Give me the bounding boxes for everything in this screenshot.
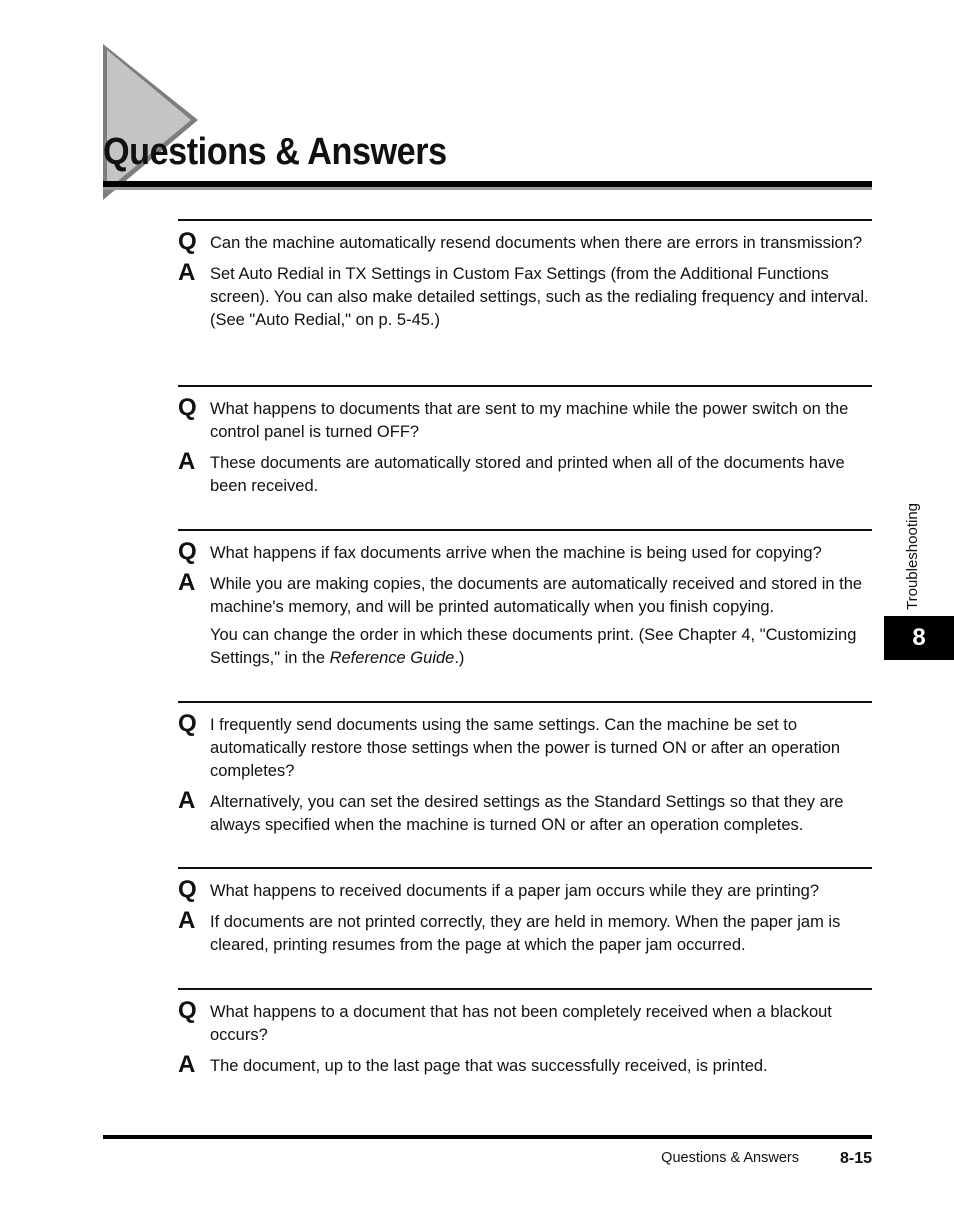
answer-extra-paragraph xyxy=(178,624,872,670)
question-mark: Q xyxy=(178,538,197,565)
answer-extra-suffix: .) xyxy=(454,649,465,667)
qa-item xyxy=(178,701,872,837)
answer-mark: A xyxy=(178,569,196,596)
answer-text: The document, up to the last page that was successfully received, is printed. xyxy=(210,1057,768,1075)
question-mark: Q xyxy=(178,394,197,421)
answer-row xyxy=(178,787,872,837)
answer-mark: A xyxy=(178,907,196,934)
answer-text: Alternatively, you can set the desired settings as the Standard Settings so that they are always specified when the machine is turned ON or after an operation completes. xyxy=(210,793,844,834)
qa-item xyxy=(178,988,872,1078)
question-text: What happens if fax documents arrive when the machine is being used for copying? xyxy=(210,544,822,562)
question-text: I frequently send documents using the same settings. Can the machine be set to automatically restore those settings when the power is turned ON or after an operation completes? xyxy=(210,716,841,780)
qa-item xyxy=(178,219,872,332)
question-mark: Q xyxy=(178,228,197,255)
answer-mark: A xyxy=(178,448,196,475)
question-row xyxy=(178,228,872,255)
question-row xyxy=(178,538,872,565)
question-row xyxy=(178,394,872,444)
question-row xyxy=(178,997,872,1047)
answer-text: If documents are not printed correctly, they are held in memory. When the paper jam is cleared, printing resumes from the page at which the paper jam occurred. xyxy=(210,913,841,954)
page-title: Questions & Answers xyxy=(103,131,447,173)
question-text: Can the machine automatically resend documents when there are errors in transmission? xyxy=(210,234,863,252)
corner-triangle-graphic xyxy=(103,44,213,200)
question-text: What happens to documents that are sent to my machine while the power switch on the control panel is turned OFF? xyxy=(210,400,849,441)
question-row xyxy=(178,876,872,903)
answer-row xyxy=(178,1051,872,1078)
question-row xyxy=(178,710,872,783)
answer-text: Set Auto Redial in TX Settings in Custom Fax Settings (from the Additional Functions screen). You can also make detailed settings, such as the redialing frequency and interval. (See "Auto Redial," on p. 5-45.) xyxy=(210,265,869,329)
footer-rule xyxy=(103,1135,872,1139)
footer-page-number: 8-15 xyxy=(839,1150,872,1167)
chapter-tab: 8 xyxy=(884,616,954,660)
answer-mark: A xyxy=(178,259,196,286)
answer-row xyxy=(178,259,872,332)
question-mark: Q xyxy=(178,997,197,1024)
qa-item xyxy=(178,867,872,957)
answer-mark: A xyxy=(178,787,196,814)
question-mark: Q xyxy=(178,876,197,903)
question-text: What happens to received documents if a paper jam occurs while they are printing? xyxy=(210,882,819,900)
answer-row xyxy=(178,907,872,957)
reference-guide-title: Reference Guide xyxy=(329,649,455,667)
answer-text: While you are making copies, the documents are automatically received and stored in the machine's memory, and will be printed automatically when you finish copying. xyxy=(210,575,863,616)
question-mark: Q xyxy=(178,710,197,737)
qa-item xyxy=(178,529,872,670)
answer-text: These documents are automatically stored and printed when all of the documents have been received. xyxy=(210,454,845,495)
footer-section-title: Questions & Answers xyxy=(661,1150,799,1166)
title-rule-shadow xyxy=(103,187,872,190)
answer-row xyxy=(178,448,872,498)
chapter-side-label: Troubleshooting xyxy=(904,502,921,610)
answer-extra-text: You can change the order in which these documents print. (See Chapter 4, "Customizing Settings," in the xyxy=(210,626,857,667)
answer-mark: A xyxy=(178,1051,196,1078)
answer-row xyxy=(178,569,872,619)
question-text: What happens to a document that has not been completely received when a blackout occurs? xyxy=(210,1003,832,1044)
qa-item xyxy=(178,385,872,498)
